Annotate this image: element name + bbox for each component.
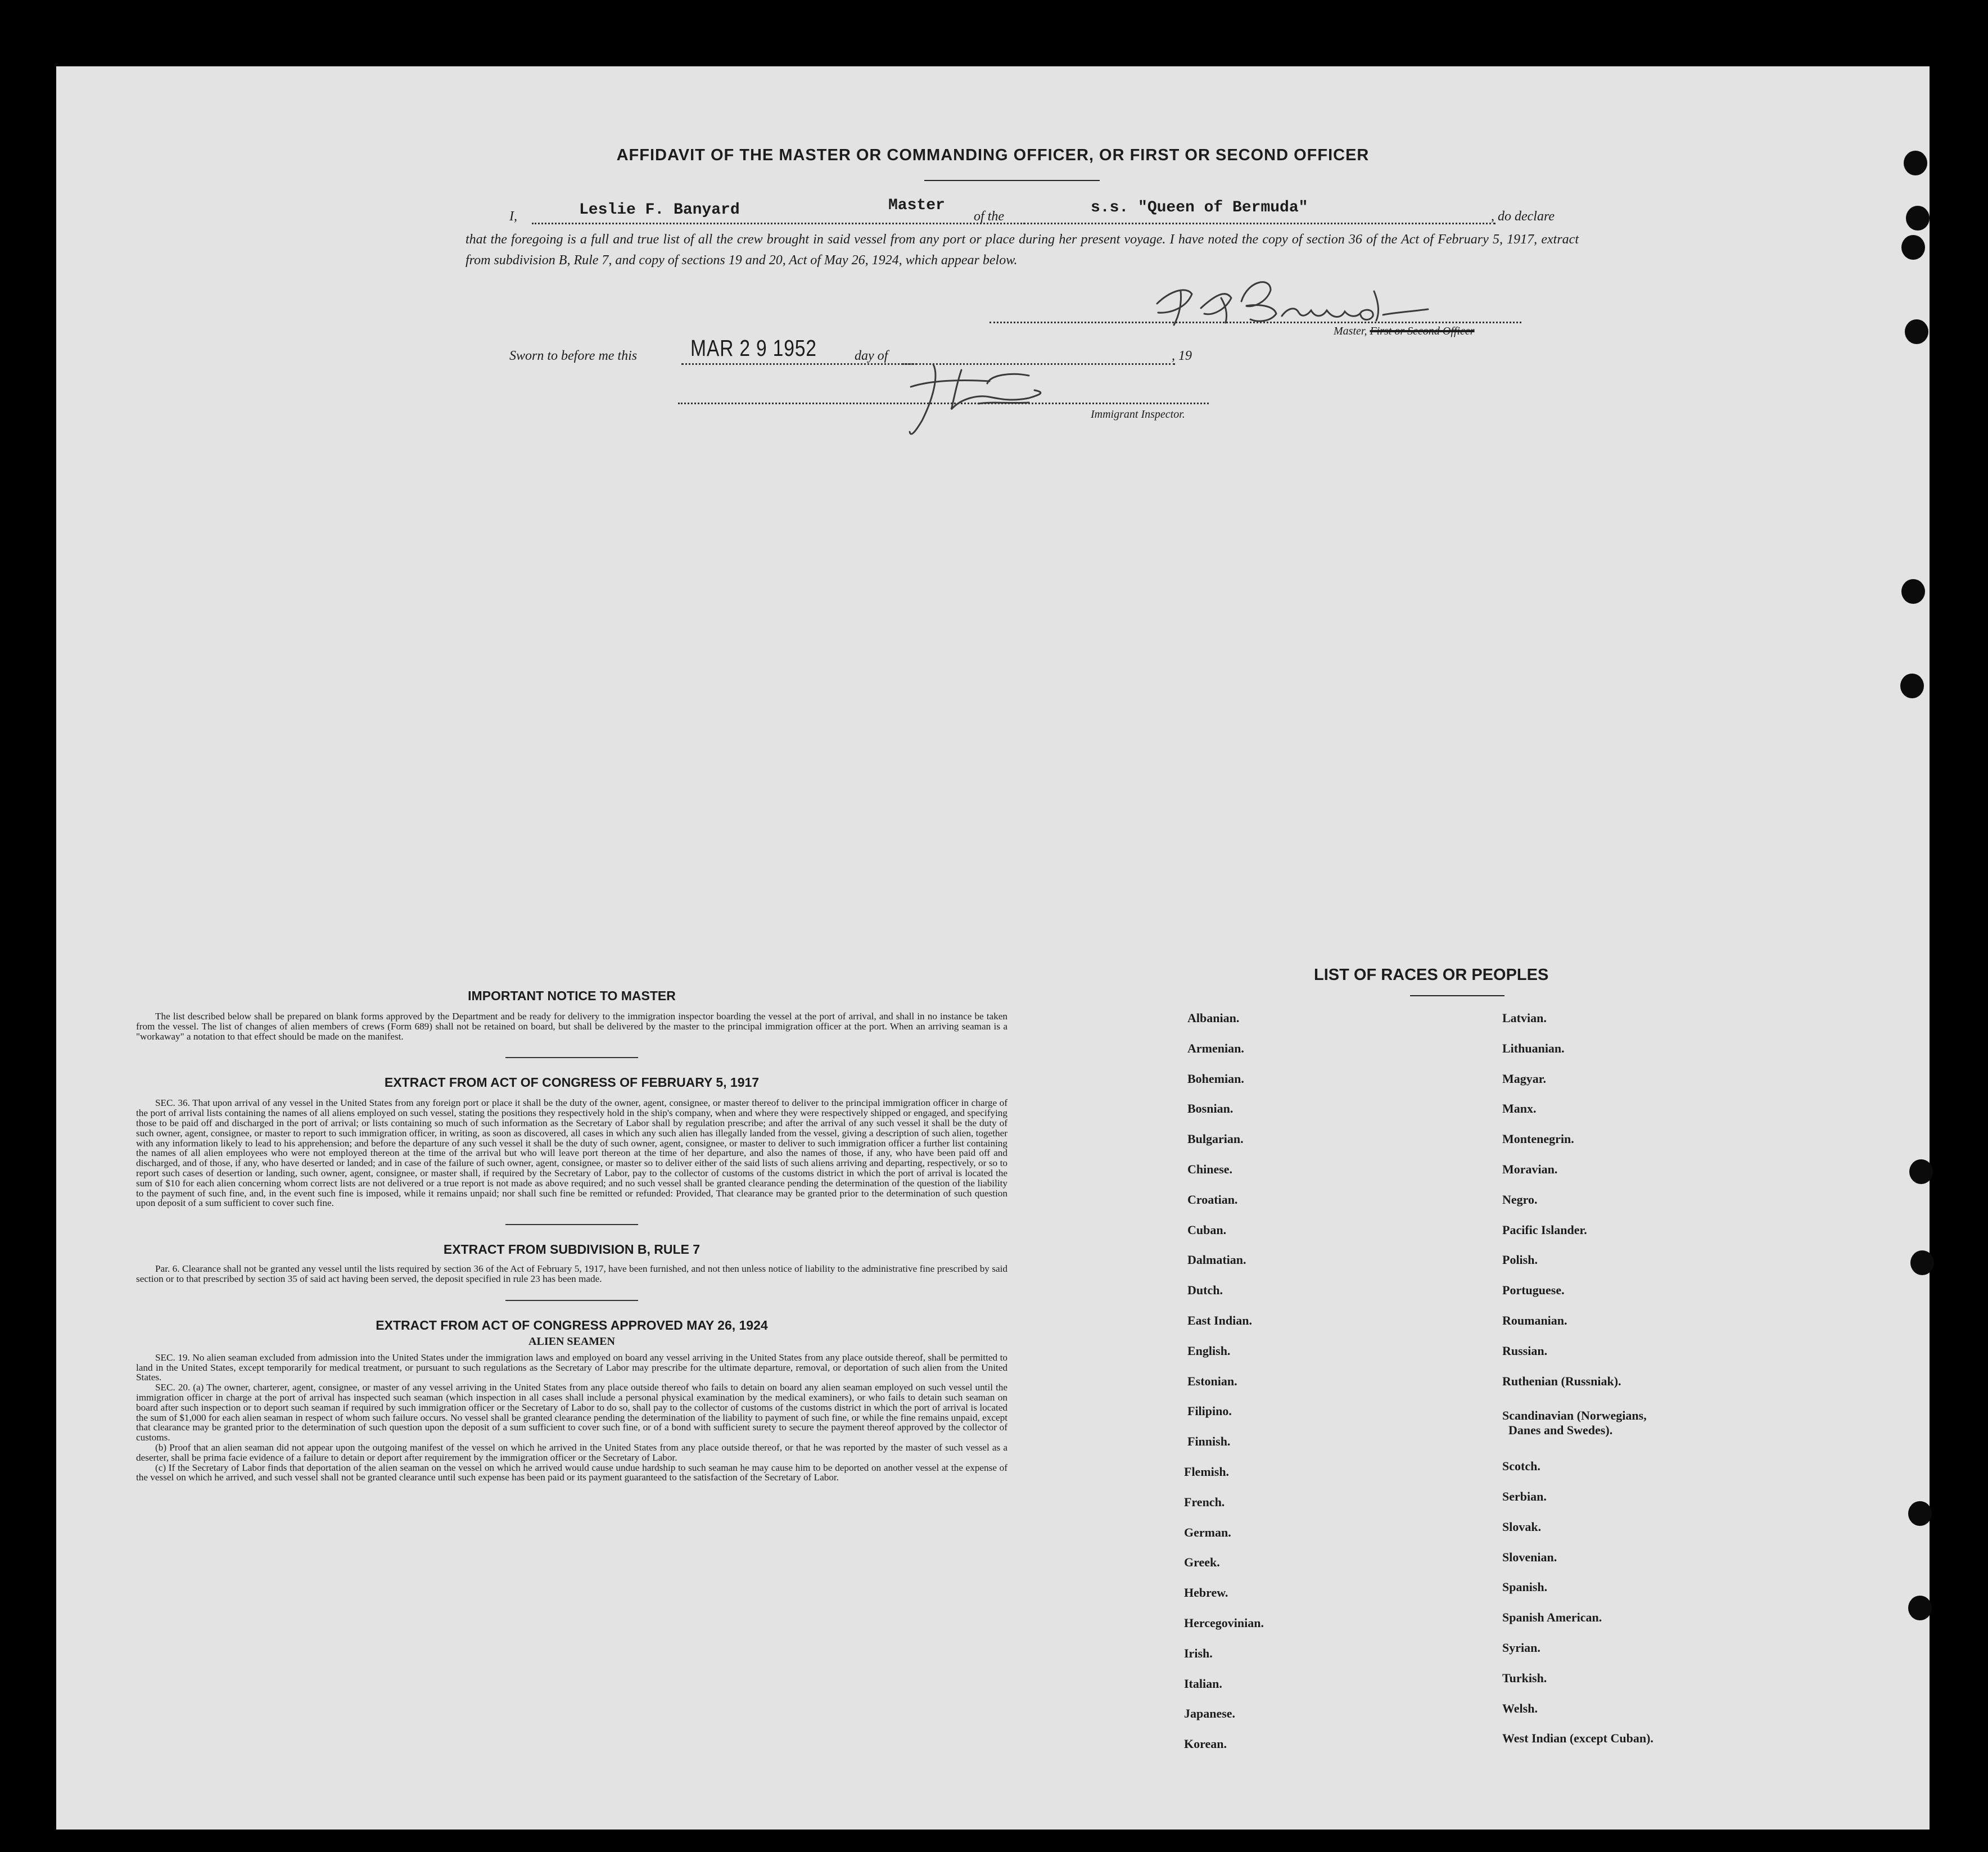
race-item: Pacific Islander.	[1502, 1222, 1587, 1237]
sec-20a-paragraph: SEC. 20. (a) The owner, charterer, agent, consignee, or master of any vessel arriving in the United States from any place outside thereof who fails to detain on board any alien seaman employed on such vessel until the immigration officer in charge at the port of arrival has inspected such seaman (which inspection in all cases shall include a personal physical examination by the medical examiners), or who fails to detain such seaman on board after such inspection or to deport such seaman if required by such immigration officer or the Secretary of Labor to do so, shall pay to the collector of customs of the customs district in which the port of arrival is located the sum of $1,000 for each alien seaman in respect of whom such failure occurs. No vessel shall be granted clearance pending the determination of the liability to payment of such fine, or while the fine remains unpaid, except that clearance may be granted prior to the determination of such question upon the deposit of a sum sufficient to cover such fine, or of a bond with sufficient surety to secure the payment thereof approved by the collector of customs.	[136, 1382, 1007, 1443]
race-item: Filipino.	[1187, 1404, 1232, 1419]
year-label: , 19	[1172, 349, 1192, 363]
sworn-label: Sworn to before me this	[509, 349, 638, 363]
title-rule	[924, 180, 1100, 181]
extract-1917-title: EXTRACT FROM ACT OF CONGRESS OF FEBRUARY 5, 1917	[384, 1075, 760, 1090]
race-item: Bulgarian.	[1187, 1132, 1244, 1146]
race-item: Japanese.	[1184, 1706, 1236, 1721]
race-item: Manx.	[1502, 1101, 1537, 1116]
race-item: Latvian.	[1502, 1011, 1547, 1025]
section-divider	[505, 1300, 638, 1301]
race-item: Chinese.	[1187, 1162, 1233, 1176]
race-item: Armenian.	[1187, 1041, 1244, 1055]
extract-1917-text	[136, 1098, 1007, 1208]
day-of-label: day of	[855, 349, 888, 363]
punch-hole	[1908, 1501, 1932, 1526]
inspector-caption: Immigrant Inspector.	[1091, 408, 1185, 421]
alien-seamen-subtitle: ALIEN SEAMEN	[528, 1335, 615, 1348]
race-item: Polish.	[1502, 1253, 1538, 1267]
sec-20b-paragraph: (b) Proof that an alien seaman did not appear upon the outgoing manifest of the vessel on which he arrived in the United States from any place outside thereof, or that he was reported by the master of such vessel as a deserter, shall be prima facie evidence of a failure to detain or deport after requirement by the immigration officer or the Secretary of Labor.	[136, 1442, 1007, 1463]
master-name: Leslie F. Banyard	[579, 201, 740, 219]
name-field-line	[532, 223, 1029, 224]
race-item: Flemish.	[1184, 1465, 1230, 1479]
extract-rule7-title: EXTRACT FROM SUBDIVISION B, RULE 7	[443, 1242, 701, 1257]
race-item: Croatian.	[1187, 1192, 1238, 1207]
par-6-paragraph: Par. 6. Clearance shall not be granted any vessel until the lists required by section 36 of the Act of February 5, 1917, have been furnished, and not then unless notice of liability to the administrative fine prescribed by said section or to that prescribed by section 35 of said act having been served, the deposit specified in rule 23 has been made.	[136, 1263, 1007, 1284]
races-title: LIST OF RACES OR PEOPLES	[1314, 966, 1549, 984]
race-item: Irish.	[1184, 1646, 1213, 1660]
document-page	[56, 66, 1930, 1830]
section-divider	[505, 1224, 638, 1225]
signature-caption	[1334, 325, 1475, 338]
of-the-label: of the	[974, 209, 1004, 224]
race-item: Turkish.	[1502, 1670, 1547, 1685]
race-item: Syrian.	[1502, 1641, 1540, 1655]
race-item: Moravian.	[1502, 1162, 1558, 1176]
race-item: Roumanian.	[1502, 1313, 1567, 1327]
race-item: Hercegovinian.	[1184, 1616, 1264, 1630]
pronoun: I,	[509, 209, 517, 224]
race-item: Albanian.	[1187, 1011, 1240, 1025]
race-item: Slovak.	[1502, 1519, 1542, 1534]
sec-19-paragraph: SEC. 19. No alien seaman excluded from admission into the United States under the immigration laws and employed on board any vessel arriving in the United States from any place outside thereof, shall be permitted to land in the United States, except temporarily for medical treatment, or pursuant to such regulations as the Secretary of Labor may prescribe for the ultimate departure, removal, or deportation of such alien from the United States.	[136, 1352, 1007, 1383]
race-item: Dutch.	[1187, 1283, 1223, 1298]
race-item: Spanish American.	[1502, 1610, 1602, 1625]
race-item: Scotch.	[1502, 1459, 1540, 1474]
race-item: Lithuanian.	[1502, 1041, 1565, 1055]
sworn-date-stamp: MAR 2 9 1952	[690, 335, 817, 361]
race-item: Scandinavian (Norwegians, Danes and Swedes).	[1502, 1408, 1647, 1438]
punch-hole	[1906, 206, 1930, 231]
race-item: West Indian (except Cuban).	[1502, 1731, 1653, 1746]
inspector-signature	[843, 347, 1079, 454]
punch-hole	[1909, 1159, 1933, 1184]
legal-extracts	[136, 988, 1007, 1483]
punch-hole	[1910, 1250, 1934, 1275]
race-item: Serbian.	[1502, 1489, 1547, 1503]
punch-hole	[1905, 319, 1928, 344]
section-divider	[505, 1057, 638, 1058]
race-item: Magyar.	[1502, 1071, 1547, 1086]
race-item: Slovenian.	[1502, 1550, 1557, 1564]
do-declare-label: , do declare	[1491, 209, 1555, 224]
race-item: Portuguese.	[1502, 1283, 1565, 1298]
race-item: Dalmatian.	[1187, 1253, 1246, 1267]
extract-1924-title: EXTRACT FROM ACT OF CONGRESS APPROVED MAY 26, 1924	[376, 1317, 768, 1332]
race-item: Ruthenian (Russniak).	[1502, 1374, 1621, 1388]
race-item: Bosnian.	[1187, 1101, 1234, 1116]
race-item: Negro.	[1502, 1192, 1538, 1207]
race-item: Korean.	[1184, 1737, 1227, 1751]
race-item: German.	[1184, 1525, 1231, 1539]
punch-hole	[1900, 674, 1924, 698]
notice-paragraph: The list described below shall be prepared on blank forms approved by the Department and be ready for delivery to the immigration inspector boarding the vessel at the port of arrival, and shall in no instance be taken from the vessel. The list of changes of alien members of crews (Form 689) shall not be retained on board, but shall be delivered by the master to the principal immigration officer at the port. When an arriving seaman is a "workaway" a notation to that effect should be made on the manifest.	[136, 1011, 1007, 1042]
race-item: Italian.	[1184, 1676, 1222, 1691]
caption-struck-officer: First or Second Officer	[1370, 325, 1475, 337]
race-item: Hebrew.	[1184, 1586, 1228, 1600]
race-item: French.	[1184, 1494, 1225, 1509]
extract-rule7-text	[136, 1264, 1007, 1284]
race-item: English.	[1187, 1343, 1231, 1358]
race-item: Finnish.	[1187, 1434, 1231, 1449]
caption-master: Master,	[1334, 325, 1367, 337]
declaration-text: that the foregoing is a full and true list of all the crew brought in said vessel from any port or place during her present voyage. I have noted the copy of section 36 of the Act of February 5, 1917, extract from subdivision B, Rule 7, and copy of sections 19 and 20, Act of May 26, 1924, which appear below.	[466, 232, 1579, 268]
races-title-rule	[1410, 995, 1504, 996]
race-item: Bohemian.	[1187, 1071, 1244, 1086]
master-rank: Master	[888, 197, 945, 214]
sec-36-paragraph: SEC. 36. That upon arrival of any vessel in the United States from any foreign port or place it shall be the duty of the owner, agent, consignee, or master thereof to deliver to the principal immigration officer in charge of the port of arrival lists containing the names of all aliens employed on such vessel, stating the positions they respectively hold in the ship's company, when and where they were respectively shipped or engaged, and specifying those to be paid off and discharged in the port of arrival; or lists containing so much of such information as the Secretary of Labor shall by regulation prescribe; and after the arrival of any such vessel it shall be the duty of such owner, agent, consignee, or master to report to such immigration officer, in writing, as soon as discovered, all cases in which any such alien has illegally landed from the vessel, giving a description of such alien, together with any information likely to lead to his apprehension; and before the departure of any such vessel it shall be the duty of such owner, agent, consignee, or master to deliver to such immigration officer a further list containing the names of all alien employees who were not employed thereon at the time of the arrival but who will leave port thereon at the time of her departure, and also the names of those, if any, who have been paid off and discharged, and of those, if any, who have deserted or landed; and in case of the failure of such owner, agent, consignee, or master so to deliver either of the said lists of such aliens arriving and departing, respectively, or so to report such cases of desertion or landing, such owner, agent, consignee, or master shall, if required by the Secretary of Labor, pay to the collector of customs of the customs district in which the port of arrival is located the sum of $10 for each alien concerning whom correct lists are not delivered or a true report is not made as above required; and no such vessel shall be granted clearance pending the determination of the question of the liability to the payment of such fine, and, in the event such fine is imposed, while it remains unpaid; nor shall such fine be remitted or refunded: Provided, That clearance may be granted prior to the determination of such question upon deposit of a sum sufficient to cover such fine.	[136, 1097, 1007, 1209]
race-item: Montenegrin.	[1502, 1132, 1574, 1146]
notice-text	[136, 1011, 1007, 1041]
race-item: Greek.	[1184, 1555, 1220, 1570]
punch-hole	[1901, 579, 1925, 604]
race-item: Estonian.	[1187, 1374, 1237, 1388]
punch-hole	[1901, 235, 1925, 260]
sec-20c-paragraph: (c) If the Secretary of Labor finds that deportation of the alien seaman on the vessel on which he arrived would cause undue hardship to such seaman he may cause him to be deported on another vessel at the expense of the vessel on which he arrived, and such vessel shall not be granted clearance until such expense has been paid or its payment guaranteed to the satisfaction of the Secretary of Labor.	[136, 1462, 1007, 1483]
extract-1924-text	[136, 1353, 1007, 1483]
vessel-name: s.s. "Queen of Bermuda"	[1091, 199, 1308, 216]
affidavit-title: AFFIDAVIT OF THE MASTER OR COMMANDING OFFICER, OR FIRST OR SECOND OFFICER	[616, 146, 1370, 164]
race-item: Welsh.	[1502, 1701, 1538, 1715]
notice-title: IMPORTANT NOTICE TO MASTER	[468, 988, 676, 1003]
vessel-field-line	[1023, 223, 1495, 224]
punch-hole	[1908, 1596, 1932, 1620]
race-item: Russian.	[1502, 1343, 1548, 1358]
race-item: Cuban.	[1187, 1222, 1227, 1237]
race-item: East Indian.	[1187, 1313, 1252, 1327]
race-item: Spanish.	[1502, 1580, 1548, 1594]
